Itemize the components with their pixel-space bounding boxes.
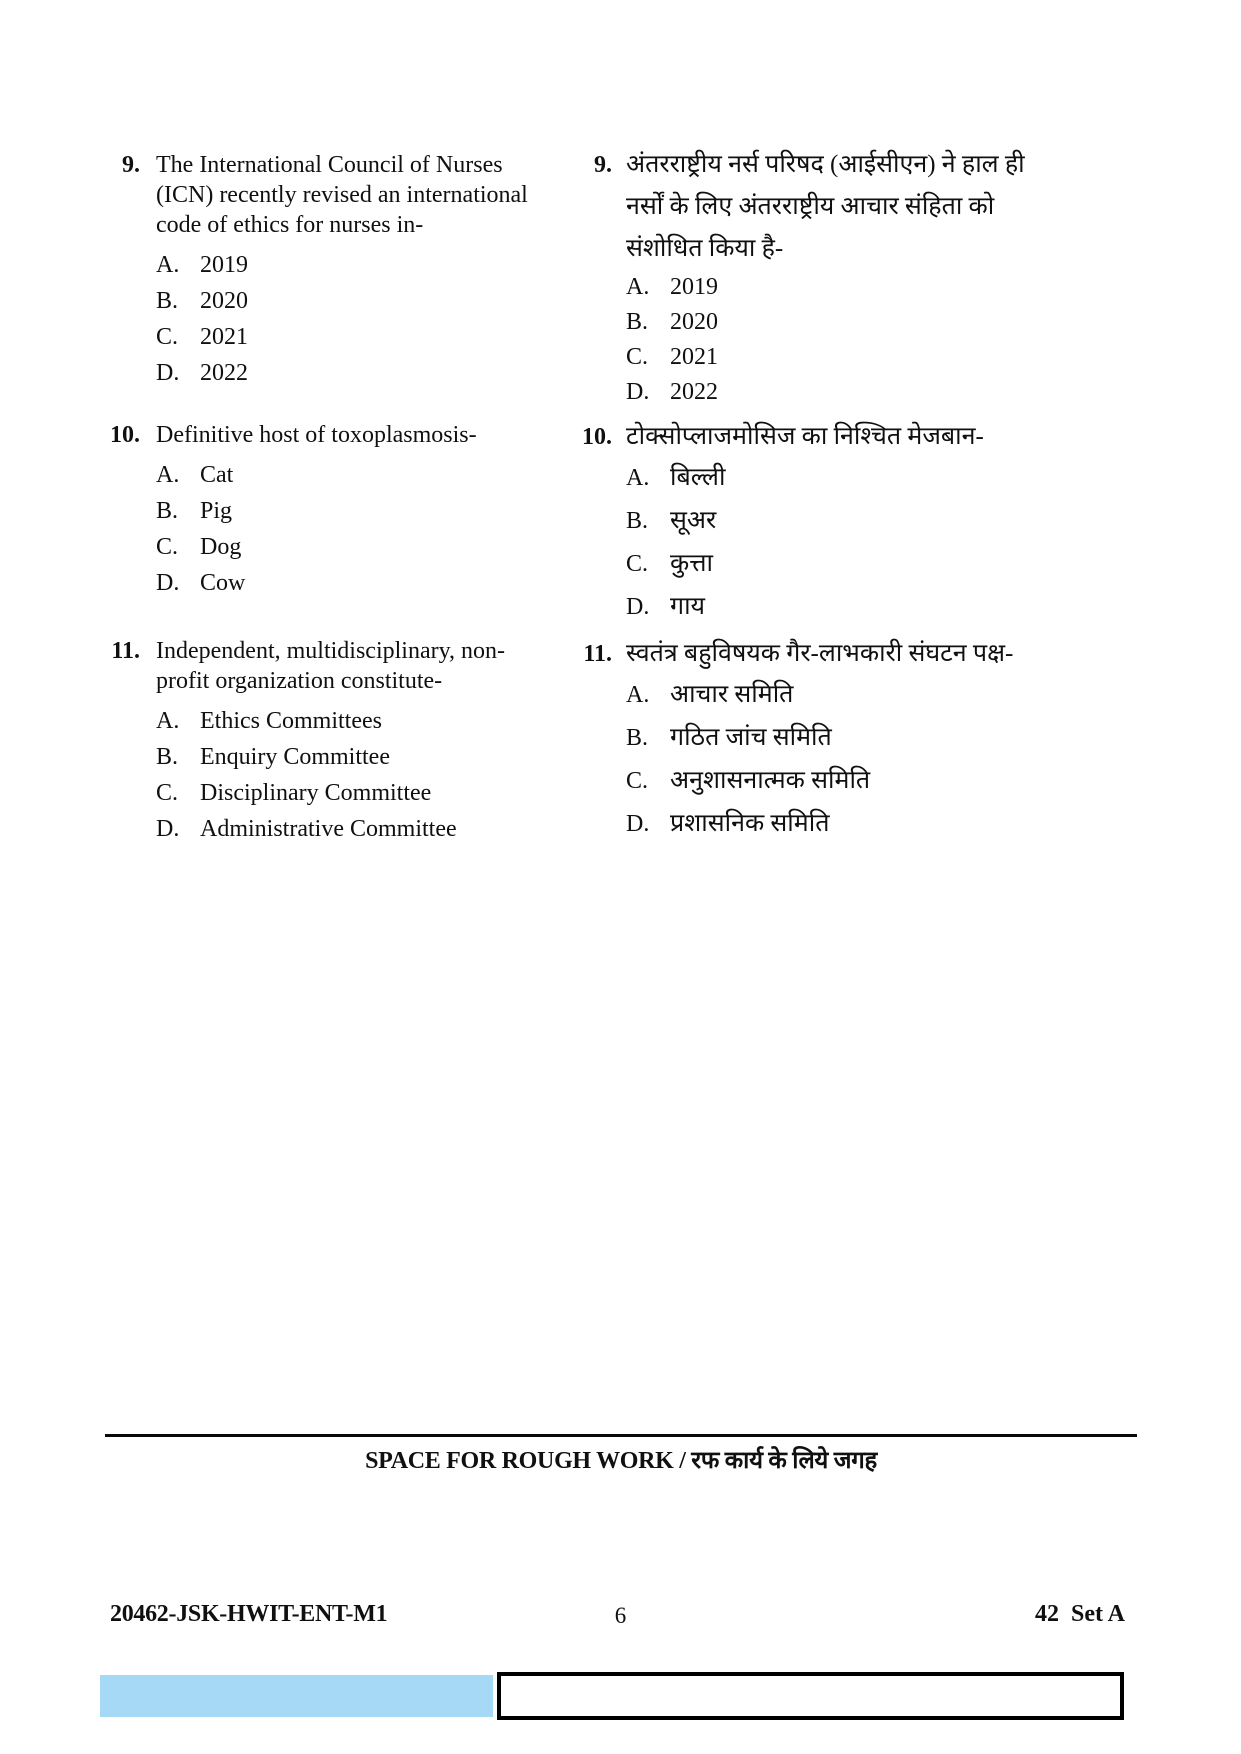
option-c	[626, 548, 1168, 580]
option-letter: B.	[626, 508, 649, 534]
question-9-hindi	[578, 144, 1168, 412]
bordered-blank-box	[497, 1672, 1124, 1720]
page-number: 6	[614, 1603, 627, 1628]
option-b	[156, 496, 578, 526]
question-text-line: Definitive host of toxoplasmosis-	[156, 422, 477, 448]
option-letter: B.	[156, 498, 179, 524]
question-text-line: profit organization constitute-	[156, 668, 443, 694]
option-c	[626, 342, 1168, 372]
option-letter: C.	[156, 780, 179, 806]
option-letter: D.	[156, 570, 180, 596]
option-letter: B.	[156, 744, 179, 770]
blue-highlight-bar	[100, 1675, 493, 1717]
option-letter: B.	[156, 288, 179, 314]
option-text: Cat	[200, 462, 234, 488]
option-d	[156, 568, 578, 598]
option-letter: A.	[626, 465, 650, 491]
option-b	[156, 286, 578, 316]
option-text: Enquiry Committee	[200, 744, 390, 770]
option-text: 2021	[670, 344, 718, 370]
option-text: Ethics Committees	[200, 708, 382, 734]
option-a	[626, 679, 1168, 711]
question-11-hindi	[578, 633, 1168, 851]
rough-work-label: SPACE FOR ROUGH WORK / रफ कार्य के लिये जगह	[365, 1448, 877, 1474]
question-text-line: स्वतंत्र बहुविषयक गैर-लाभकारी संघटन पक्ष-	[626, 640, 1014, 667]
option-a	[626, 272, 1168, 302]
question-10-english	[108, 420, 578, 604]
option-letter: A.	[626, 682, 650, 708]
option-letter: A.	[626, 274, 650, 300]
option-a	[156, 250, 578, 280]
option-letter: B.	[626, 309, 649, 335]
option-text: सूअर	[670, 507, 717, 534]
option-text: Cow	[200, 570, 246, 596]
option-letter: D.	[156, 360, 180, 386]
option-b	[626, 505, 1168, 537]
option-letter: A.	[156, 252, 180, 278]
option-letter: D.	[156, 816, 180, 842]
option-text: कुत्ता	[670, 550, 713, 577]
option-d	[626, 377, 1168, 407]
question-number: 11.	[111, 638, 140, 664]
option-text: बिल्ली	[670, 464, 726, 491]
option-letter: D.	[626, 379, 650, 405]
question-text-line: code of ethics for nurses in-	[156, 212, 424, 238]
question-text-line: अंतरराष्ट्रीय नर्स परिषद (आईसीएन) ने हाल ही	[626, 151, 1025, 178]
question-number: 10.	[110, 422, 140, 448]
question-text-line: (ICN) recently revised an international	[156, 182, 528, 208]
option-text: Administrative Committee	[200, 816, 457, 842]
option-d	[626, 808, 1168, 840]
option-text: 2022	[670, 379, 718, 405]
option-letter: D.	[626, 811, 650, 837]
option-letter: C.	[156, 534, 179, 560]
option-a	[626, 462, 1168, 494]
option-letter: A.	[156, 708, 180, 734]
paper-code: 20462-JSK-HWIT-ENT-M1	[110, 1601, 388, 1627]
option-text: प्रशासनिक समिति	[670, 810, 830, 837]
option-text: 2019	[200, 252, 248, 278]
option-text: 2019	[670, 274, 718, 300]
option-text: 2022	[200, 360, 248, 386]
option-letter: A.	[156, 462, 180, 488]
option-b	[156, 742, 578, 772]
option-text: Dog	[200, 534, 242, 560]
option-text: Disciplinary Committee	[200, 780, 432, 806]
option-text: 2020	[200, 288, 248, 314]
set-label: 42 Set A	[1035, 1601, 1125, 1627]
option-text: आचार समिति	[670, 681, 794, 708]
option-c	[626, 765, 1168, 797]
question-text-line: टोक्सोप्लाजमोसिज का निश्चित मेजबान-	[626, 423, 984, 450]
option-text: गठित जांच समिति	[670, 724, 832, 751]
options-list	[156, 250, 578, 388]
option-letter: B.	[626, 725, 649, 751]
question-text-line: संशोधित किया है-	[626, 235, 784, 262]
option-d	[626, 591, 1168, 623]
option-text: अनुशासनात्मक समिति	[670, 767, 871, 794]
option-c	[156, 322, 578, 352]
options-list	[626, 679, 1168, 840]
question-text-line: The International Council of Nurses	[156, 152, 503, 178]
question-text-line: Independent, multidisciplinary, non-	[156, 638, 506, 664]
option-a	[156, 706, 578, 736]
option-d	[156, 358, 578, 388]
question-text-line: नर्सों के लिए अंतरराष्ट्रीय आचार संहिता को	[626, 193, 995, 220]
option-b	[626, 307, 1168, 337]
option-letter: C.	[626, 551, 649, 577]
question-9-english	[108, 150, 578, 394]
question-number: 11.	[583, 641, 612, 667]
option-letter: C.	[156, 324, 179, 350]
option-letter: C.	[626, 768, 649, 794]
option-a	[156, 460, 578, 490]
options-list	[626, 462, 1168, 623]
question-number: 10.	[582, 424, 612, 450]
option-letter: C.	[626, 344, 649, 370]
option-text: Pig	[200, 498, 233, 524]
question-number: 9.	[122, 152, 140, 178]
option-b	[626, 722, 1168, 754]
divider-line	[105, 1434, 1137, 1437]
question-10-hindi	[578, 416, 1168, 634]
options-list	[156, 706, 578, 844]
option-c	[156, 532, 578, 562]
options-list	[626, 272, 1168, 407]
option-text: 2021	[200, 324, 248, 350]
option-text: 2020	[670, 309, 718, 335]
option-text: गाय	[670, 593, 706, 620]
option-c	[156, 778, 578, 808]
question-11-english	[108, 636, 578, 850]
option-d	[156, 814, 578, 844]
options-list	[156, 460, 578, 598]
question-number: 9.	[594, 152, 612, 178]
option-letter: D.	[626, 594, 650, 620]
